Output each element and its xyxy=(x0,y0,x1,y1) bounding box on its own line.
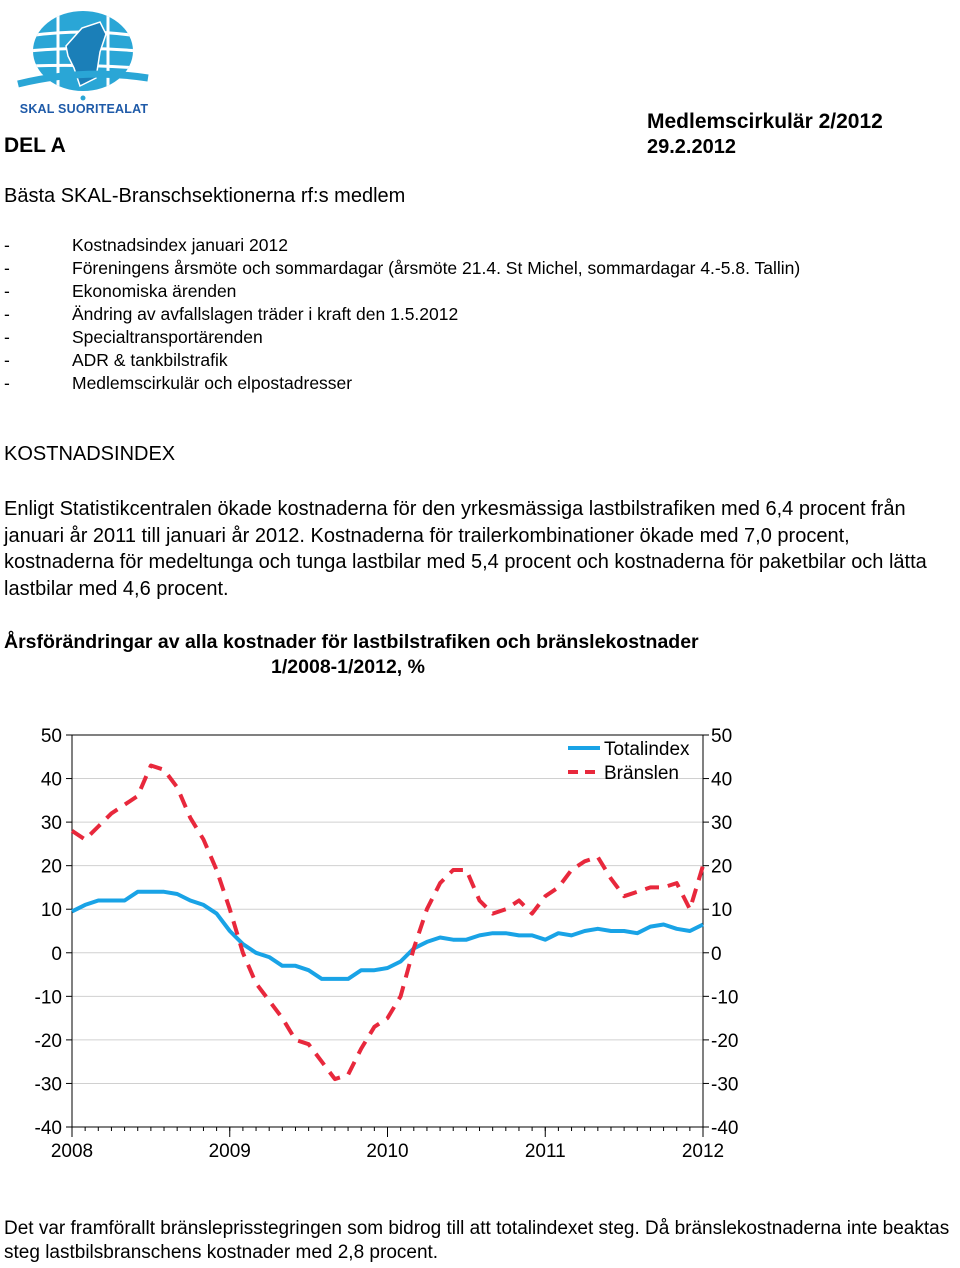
y-tick-label-left: 10 xyxy=(40,900,62,922)
series-line-totalindex xyxy=(72,892,703,979)
y-tick-label-right: 10 xyxy=(711,900,733,922)
agenda-item: - Kostnadsindex januari 2012 xyxy=(4,235,288,255)
legend-label: Bränslen xyxy=(604,763,679,784)
y-tick-label-left: -30 xyxy=(34,1074,62,1096)
y-tick-label-right: -40 xyxy=(711,1118,739,1139)
x-tick-label: 2008 xyxy=(50,1141,94,1162)
y-tick-label-left: 30 xyxy=(40,813,62,835)
agenda-item: - ADR & tankbilstrafik xyxy=(4,350,228,370)
line-chart xyxy=(0,712,760,1184)
circular-date: 29.2.2012 xyxy=(647,136,736,158)
x-tick-label: 2012 xyxy=(681,1141,725,1162)
circular-title: Medlemscirkulär 2/2012 xyxy=(647,110,883,133)
x-tick-label: 2009 xyxy=(208,1141,251,1162)
x-tick-label: 2011 xyxy=(524,1141,566,1162)
y-tick-label-right: -10 xyxy=(711,987,739,1009)
section-title: KOSTNADSINDEX xyxy=(4,443,176,465)
skal-logo xyxy=(8,6,158,116)
y-tick-label-left: -10 xyxy=(34,987,62,1009)
agenda-item: - Medlemscirkulär och elpostadresser xyxy=(4,373,353,393)
y-tick-label-left: 0 xyxy=(51,943,62,965)
y-tick-label-right: 30 xyxy=(711,813,733,835)
agenda-item: - Föreningens årsmöte och sommardagar (årsmöte 21.4. St Michel, sommardagar 4.-5.8. Tallin) xyxy=(4,258,801,278)
footer-paragraph: Det var framförallt bränsleprisstegringen som bidrog till att totalindexet steg. Då bränslekostnaderna inte beaktas steg lastbilsbranschens kostnader med 2,8 procent. xyxy=(4,1218,950,1263)
y-tick-label-left: 50 xyxy=(40,726,62,747)
y-tick-label-right: 0 xyxy=(711,943,722,965)
part-label: DEL A xyxy=(4,134,66,157)
skal-logo-icon xyxy=(8,6,158,102)
y-tick-label-right: -30 xyxy=(711,1074,739,1096)
agenda-item: - Ekonomiska ärenden xyxy=(4,281,237,301)
y-tick-label-left: -20 xyxy=(34,1030,62,1052)
chart-subtitle: 1/2008-1/2012, % xyxy=(271,656,425,678)
chart-title: Årsförändringar av alla kostnader för lastbilstrafiken och bränslekostnader xyxy=(4,631,699,653)
agenda-list xyxy=(4,234,800,395)
y-tick-label-right: -20 xyxy=(711,1030,739,1052)
logo-text: SKAL SUORITEALAT xyxy=(19,102,149,116)
greeting: Bästa SKAL-Branschsektionerna rf:s medlem xyxy=(4,185,406,207)
series-line-bränslen xyxy=(72,766,703,1080)
y-tick-label-left: 20 xyxy=(40,856,62,878)
y-tick-label-left: 40 xyxy=(40,769,62,791)
body-paragraph: Enligt Statistikcentralen ökade kostnaderna för den yrkesmässiga lastbilstrafiken med 6,4 procent från januari år 2011 till januari år 2012. Kostnaderna för trailerkombinationer ökade med 7,0 procent, kostnaderna för medeltunga och tunga lastbilar med 5,4 procent och kostnaderna för paketbilar och lätta lastbilar med 4,6 procent. xyxy=(4,498,927,600)
agenda-item: - Ändring av avfallslagen träder i kraft den 1.5.2012 xyxy=(4,304,459,324)
legend-label: Totalindex xyxy=(604,739,690,760)
agenda-item: - Specialtransportärenden xyxy=(4,327,263,347)
y-tick-label-right: 40 xyxy=(711,769,733,791)
y-tick-label-left: -40 xyxy=(34,1118,62,1139)
x-tick-label: 2010 xyxy=(366,1141,409,1162)
y-tick-label-right: 50 xyxy=(711,726,733,747)
y-tick-label-right: 20 xyxy=(711,856,733,878)
